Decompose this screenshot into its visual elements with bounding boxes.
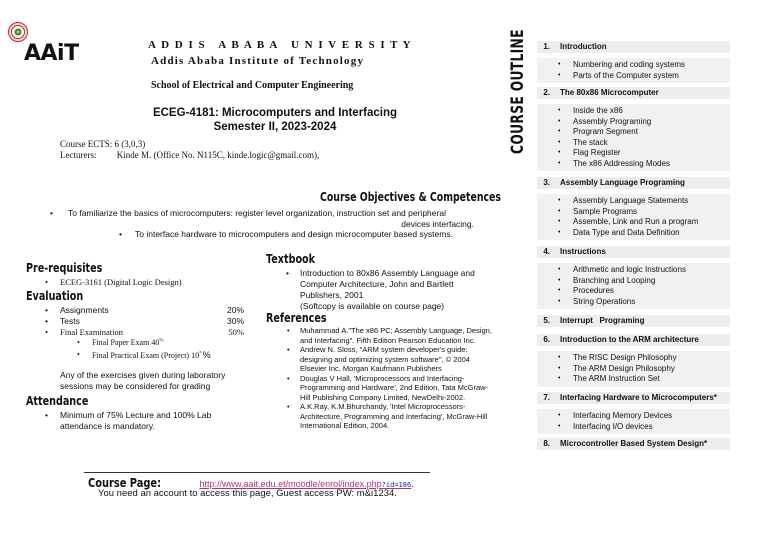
institute-name: Addis Ababa Institute of Technology [151, 55, 365, 67]
outline-subtopic: • Interfacing Memory Devices [573, 411, 730, 422]
outline-subtopic: • String Operations [573, 297, 730, 308]
eval-assignments-label: Assignments [60, 305, 109, 315]
outline-section-number: 7. [543, 393, 550, 402]
outline-section-title: Introduction [560, 42, 607, 51]
outline-subtopic-list [537, 58, 730, 83]
attendance-item: • Minimum of 75% Lecture and 100% Lab attendance is mandatory. [45, 410, 212, 431]
outline-subtopic: • Sample Programs [573, 207, 730, 218]
references-heading: References [266, 311, 327, 325]
outline-subtopic: • Branching and Looping [573, 276, 730, 287]
objective-1-line-b: devices interfacing. [401, 219, 474, 229]
reference-item: • Douglas V Hall, 'Microprocessors and Interfacing- Programming and Hardware', 2nd Edition, Tata McGraw-Hill Publishing Company Limited, NewDelhi-2002. [300, 374, 496, 403]
textbook-note: (Softcopy is available on course page) [300, 301, 445, 311]
eval-final-label: Final Examination [60, 327, 124, 337]
objectives-heading: Course Objectives & Competences [320, 190, 501, 204]
eval-final: • Final Examination 50% [45, 327, 244, 337]
aait-logo-text: AAiT [24, 41, 79, 66]
outline-section-header [537, 246, 730, 258]
outline-section-title: Assembly Language Programing [560, 178, 685, 187]
references-list [300, 326, 496, 431]
outline-section-title: Microcontroller Based System Design* [560, 439, 708, 448]
lecturers [60, 150, 319, 160]
objective-2-text: To interface hardware to microcomputers and design microcomputer based systems. [135, 229, 453, 239]
eval-tests: • Tests 30% [45, 316, 244, 326]
lecturers-label: Lecturers: [60, 150, 97, 160]
reference-item: • Muhammad A."The x86 PC; Assembly Language, Design, and Interfacing". Fifth Edition Pearson Education Inc. [300, 326, 496, 345]
outline-section-header [537, 41, 730, 53]
course-page-url-tail: ?id=186 [381, 481, 412, 489]
outline-subtopic-list [537, 104, 730, 171]
outline-subtopic: • Inside the x86 [573, 106, 730, 117]
outline-section-header [537, 334, 730, 346]
eval-tests-value: 30% [226, 316, 244, 326]
outline-section [537, 315, 730, 327]
outline-section-number: 1. [543, 42, 550, 51]
outline-section-number: 6. [543, 335, 550, 344]
outline-section-number: 3. [543, 178, 550, 187]
outline-section-header [537, 438, 730, 450]
course-page-period: . [411, 479, 414, 489]
ects-value: 6 (3,0,3) [114, 139, 146, 149]
school-name: School of Electrical and Computer Engineering [151, 80, 354, 91]
outline-section-number: 4. [543, 247, 550, 256]
university-name: A D D I S A B A B A U N I V E R S I T Y [148, 39, 413, 51]
outline-section-number: 8. [543, 439, 550, 448]
outline-subtopic: • Parts of the Computer system [573, 71, 730, 82]
outline-section [537, 246, 730, 309]
outline-section [537, 392, 730, 434]
university-seal [8, 22, 28, 42]
eval-final-paper-sup: % [159, 338, 164, 344]
outline-subtopic: • Program Segment [573, 127, 730, 138]
outline-subtopic: • Assembly Programing [573, 117, 730, 128]
course-title: ECEG-4181: Microcomputers and Interfacing [152, 107, 398, 119]
reference-item: • Andrew N. Sloss, "ARM system developer's guide: designing and optimizing system software", © 2004 Elsevier Inc, Morgan Kaufmann Publishers [300, 345, 496, 374]
outline-section-title: The 80x86 Microcomputer [560, 88, 659, 97]
attendance-text: Minimum of 75% Lecture and 100% Lab attendance is mandatory. [60, 410, 212, 431]
outline-subtopic-list [537, 409, 730, 434]
reference-item: • A.K.Ray, K.M.Bhurchandy, 'Intel Microprocessors- Architecture, Programming and Interfacing', McGraw-Hill International Edition, 2004. [300, 402, 496, 431]
outline-subtopic: • Procedures [573, 286, 730, 297]
eval-final-paper-label: Final Paper Exam 40 [92, 338, 160, 347]
prereq-heading: Pre-requisites [26, 261, 103, 275]
lecturers-value: Kinde M. (Office No. N115C, kinde.logic@gmail.com), [116, 150, 320, 160]
ects-label: Course ECTS: [60, 139, 113, 149]
attendance-heading: Attendance [26, 394, 89, 408]
outline-section [537, 87, 730, 171]
outline-subtopic: • Data Type and Data Definition [573, 228, 730, 239]
course-page-divider [84, 472, 430, 473]
outline-section-number: 2. [543, 88, 550, 97]
eval-assignments: • Assignments 20% [45, 305, 244, 315]
course-page-note: You need an account to access this page, Guest access PW: m&i1234. [98, 488, 397, 499]
outline-section [537, 334, 730, 387]
outline-subtopic: • Assemble, Link and Run a program [573, 217, 730, 228]
outline-section-header [537, 315, 730, 327]
objective-item-1: • To familiarize the basics of microcomputers: register level organization, instruction set and peripheral devices interfacing. [68, 208, 488, 230]
outline-section-title: Interrupt Programing [560, 316, 645, 325]
objective-item-2: • To interface hardware to microcomputers and design microcomputer based systems. [119, 229, 453, 239]
course-outline-title: COURSE OUTLINE [508, 29, 528, 154]
outline-section-header [537, 177, 730, 189]
outline-subtopic: • The stack [573, 138, 730, 149]
outline-section-title: Introduction to the ARM architecture [560, 335, 699, 344]
outline-section-number: 5. [543, 316, 550, 325]
eval-final-practical-label: Final Practical Exam (Project) 10 [92, 351, 200, 360]
eval-tests-label: Tests [60, 316, 80, 326]
outline-subtopic: • Assembly Language Statements [573, 196, 730, 207]
outline-section-title: Instructions [560, 247, 606, 256]
outline-section [537, 438, 730, 450]
prereq-text: ECEG-3161 (Digital Logic Design) [60, 277, 182, 287]
objective-1-line-a: To familiarize the basics of microcomputers: register level organization, instruction set and peripheral [68, 208, 446, 218]
eval-final-paper: • Final Paper Exam 40% [77, 338, 164, 347]
textbook-heading: Textbook [266, 252, 316, 266]
outline-subtopic: • The RISC Design Philosophy [573, 353, 730, 364]
evaluation-heading: Evaluation [26, 289, 84, 303]
eval-final-practical-tail: % [202, 350, 211, 360]
textbook-text: Introduction to 80x86 Assembly Language and Computer Architecture, John and Bartlett Publishers, 2001 [300, 268, 475, 300]
course-page-url: http://www.aait.edu.et/moodle/enrol/index.php [199, 479, 382, 489]
eval-final-practical-sup: * [199, 351, 202, 357]
outline-section-title: Interfacing Hardware to Microcomputers* [560, 393, 717, 402]
outline-section-header [537, 87, 730, 99]
outline-subtopic: • Numbering and coding systems [573, 60, 730, 71]
outline-subtopic-list [537, 351, 730, 387]
outline-subtopic-list [537, 263, 730, 309]
outline-section [537, 41, 730, 83]
eval-final-practical: • Final Practical Exam (Project) 10*% [77, 350, 211, 360]
eval-final-value: 50% [228, 327, 244, 337]
outline-subtopic: • The x86 Addressing Modes [573, 159, 730, 170]
outline-section-header [537, 392, 730, 404]
outline-section [537, 177, 730, 240]
outline-subtopic: • The ARM Design Philosophy [573, 364, 730, 375]
eval-assignments-value: 20% [226, 305, 244, 315]
course-page-label: Course Page: [88, 476, 162, 490]
semester: Semester II, 2023-2024 [213, 121, 337, 133]
outline-subtopic: • Flag Register [573, 148, 730, 159]
outline-subtopic-list [537, 194, 730, 240]
outline-subtopic: • Arithmetic and logic Instructions [573, 265, 730, 276]
course-ects [60, 139, 145, 149]
outline-subtopic: • Interfacing I/O devices [573, 422, 730, 433]
prereq-item: • ECEG-3161 (Digital Logic Design) [45, 277, 182, 287]
textbook-item: • Introduction to 80x86 Assembly Language and Computer Architecture, John and Bartlett Publishers, 2001 (Softcopy is available on course page) [300, 268, 496, 312]
outline-subtopic: • The ARM Instruction Set [573, 374, 730, 385]
eval-note: Any of the exercises given during laboratory sessions may be considered for grading [60, 370, 226, 391]
